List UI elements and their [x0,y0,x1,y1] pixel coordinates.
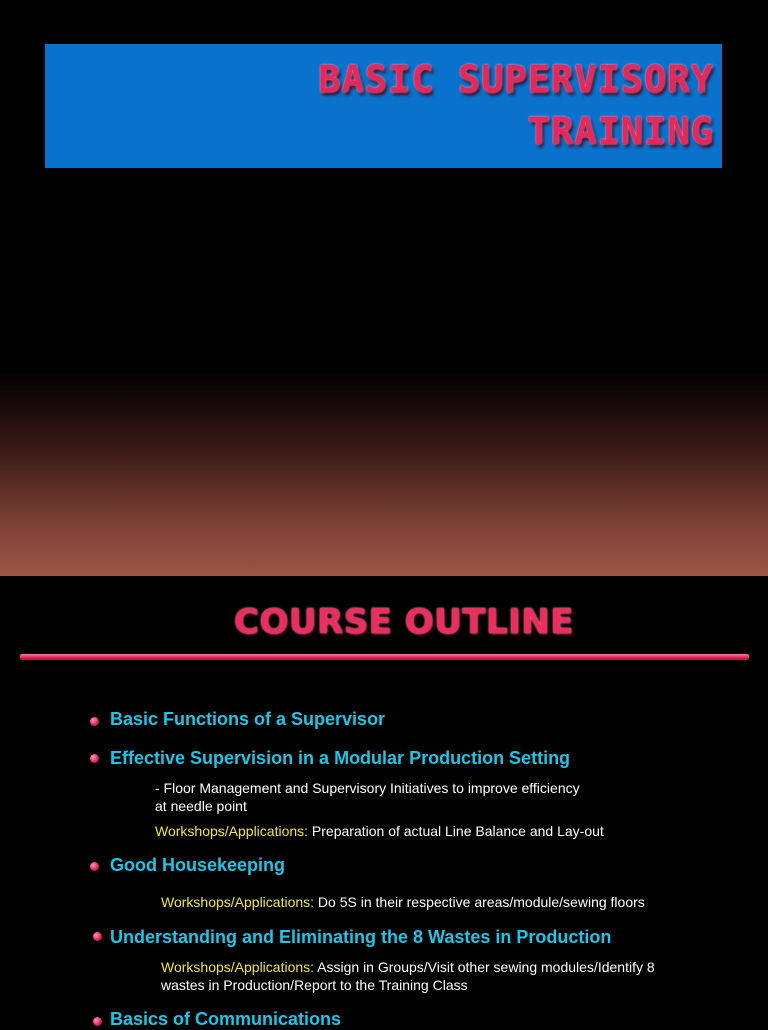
bullet-icon [90,717,99,726]
outline-item-2-workshop [155,822,604,840]
bullet-icon [90,862,99,871]
bullet-icon [93,932,102,941]
workshop-label: Workshops/Applications: [155,823,309,839]
workshop-text: Assign in Groups/Visit other sewing modules/Identify 8 [314,959,655,975]
workshop-label: Workshops/Applications: [161,894,315,910]
outline-item-4-workshop-line-2: wastes in Production/Report to the Training Class [161,977,468,993]
title-line-2: TRAINING [527,110,714,153]
outline-item-5-heading: Basics of Communications [110,1009,342,1029]
outline-item-2-heading: Effective Supervision in a Modular Production Setting [110,748,571,768]
outline-item-2-detail-line-1: - Floor Management and Supervisory Initiatives to improve efficiency [155,780,580,796]
slide-course-outline [0,576,768,1029]
bullet-icon [93,1017,102,1026]
workshop-label: Workshops/Applications: [161,959,315,975]
course-outline-title: COURSE OUTLINE [234,602,574,642]
bullet-icon [90,754,99,763]
outline-item-1-heading: Basic Functions of a Supervisor [110,709,386,729]
title-box [45,44,722,168]
workshop-text: Do 5S in their respective areas/module/sewing floors [314,894,645,910]
outline-item-4-heading: Understanding and Eliminating the 8 Wastes in Production [110,927,612,947]
title-line-1: BASIC SUPERVISORY [318,58,714,101]
outline-item-3-heading: Good Housekeeping [110,855,286,875]
outline-item-3-workshop [161,893,645,911]
outline-item-2-detail-line-2: at needle point [155,798,247,814]
workshop-text: Preparation of actual Line Balance and Lay-out [308,823,604,839]
outline-item-4-workshop-line-1 [161,958,655,976]
title-divider [20,654,749,660]
